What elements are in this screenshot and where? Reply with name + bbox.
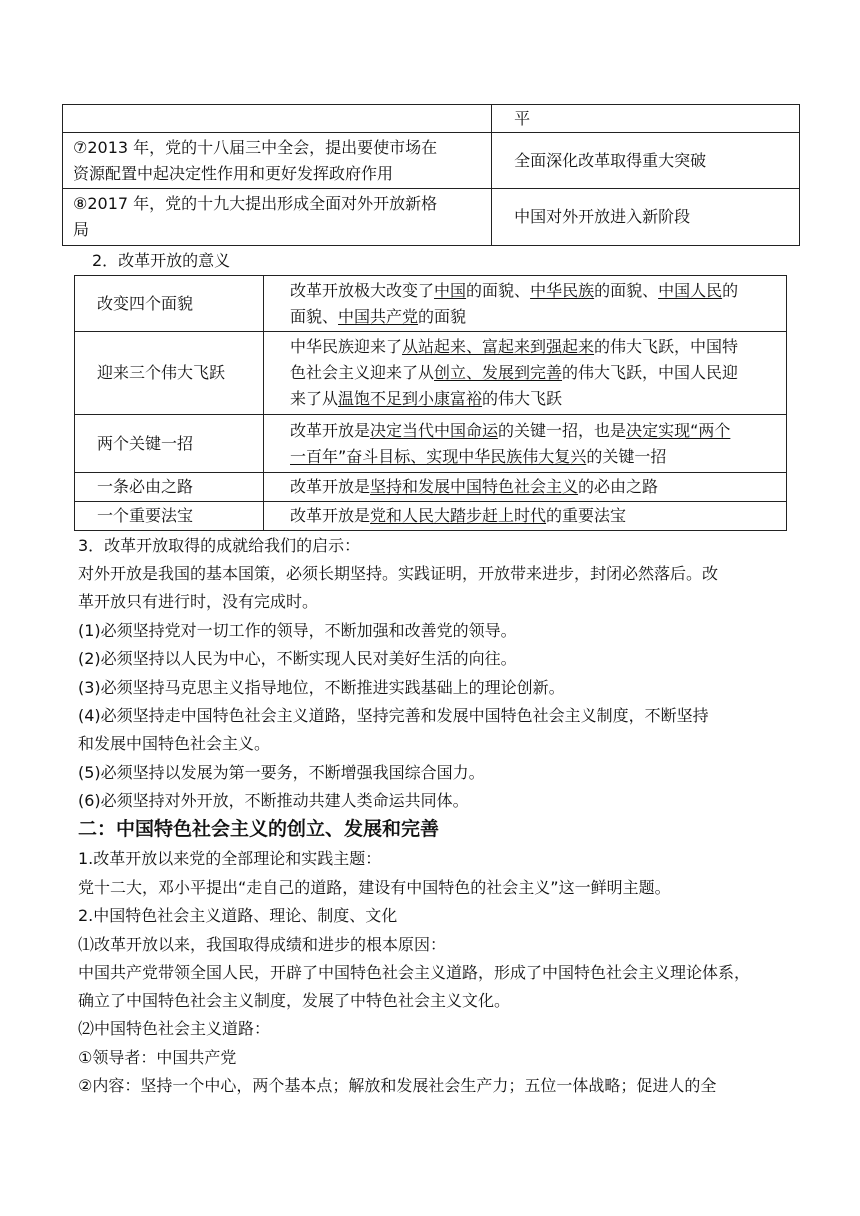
table-row [75,502,787,531]
label-cell: 改变四个面貌 [75,276,264,332]
list-item: ①领导者：中国共产党 [78,1048,237,1067]
content-cell: 改革开放极大改变了中国的面貌、中华民族的面貌、中国人民的 面貌、中国共产党的面貌 [264,276,787,332]
paragraph-line: 中国共产党带领全国人民，开辟了中国特色社会主义道路，形成了中国特色社会主义理论体系， [78,963,751,982]
list-item: 和发展中国特色社会主义。 [78,734,271,753]
result-cell: 全面深化改革取得重大突破 [492,133,800,189]
section-heading: 2．改革开放的意义 [92,251,231,270]
label-cell: 一条必由之路 [75,473,264,502]
list-item: (5)必须坚持以发展为第一要务，不断增强我国综合国力。 [78,763,485,782]
content-cell: 改革开放是党和人民大踏步赶上时代的重要法宝 [264,502,787,531]
section-heading: 2.中国特色社会主义道路、理论、制度、文化 [78,906,398,925]
event-cell: ⑧2017 年，党的十九大提出形成全面对外开放新格 局 [63,189,492,246]
label-cell: 迎来三个伟大飞跃 [75,332,264,415]
events-table [62,104,800,246]
content-cell: 中华民族迎来了从站起来、富起来到强起来的伟大飞跃，中国特 色社会主义迎来了从创立、发展到完善的伟大飞跃，中国人民迎 来了从温饱不足到小康富裕的伟大飞跃 [264,332,787,415]
paragraph-line: 党十二大，邓小平提出“走自己的道路，建设有中国特色的社会主义”这一鲜明主题。 [78,878,671,897]
list-item: (2)必须坚持以人民为中心，不断实现人民对美好生活的向往。 [78,649,517,668]
section-heading: 1.改革开放以来党的全部理论和实践主题： [78,849,382,868]
chapter-heading: 二：中国特色社会主义的创立、发展和完善 [78,818,440,840]
subsection-heading: ⑴改革开放以来，我国取得成绩和进步的根本原因： [78,935,447,954]
meaning-table [74,275,787,531]
subsection-heading: ⑵中国特色社会主义道路： [78,1019,271,1038]
list-item: (3)必须坚持马克思主义指导地位，不断推进实践基础上的理论创新。 [78,678,565,697]
paragraph-line: 确立了中国特色社会主义制度，发展了中特色社会主义文化。 [78,991,511,1010]
list-item: (4)必须坚持走中国特色社会主义道路，坚持完善和发展中国特色社会主义制度，不断坚持 [78,706,709,725]
content-cell: 改革开放是坚持和发展中国特色社会主义的必由之路 [264,473,787,502]
paragraph-line: 革开放只有进行时，没有完成时。 [78,592,319,611]
list-item: (6)必须坚持对外开放，不断推动共建人类命运共同体。 [78,791,469,810]
table-row [63,133,800,189]
result-cell: 平 [492,105,800,133]
label-cell: 两个关键一招 [75,415,264,473]
table-row [75,276,787,332]
table-row [75,473,787,502]
table-row [63,189,800,246]
list-item: (1)必须坚持党对一切工作的领导，不断加强和改善党的领导。 [78,621,517,640]
result-cell: 中国对外开放进入新阶段 [492,189,800,246]
section-heading: 3．改革开放取得的成就给我们的启示： [78,536,361,555]
paragraph-line: 对外开放是我国的基本国策，必须长期坚持。实践证明，开放带来进步，封闭必然落后。改 [78,564,719,583]
content-cell: 改革开放是决定当代中国命运的关键一招，也是决定实现“两个 一百年”奋斗目标、实现中华民族伟大复兴的关键一招 [264,415,787,473]
event-cell [63,105,492,133]
label-cell: 一个重要法宝 [75,502,264,531]
table-row [63,105,800,133]
list-item: ②内容：坚持一个中心，两个基本点；解放和发展社会生产力；五位一体战略；促进人的全 [78,1076,717,1095]
table-row [75,332,787,415]
table-row [75,415,787,473]
event-cell: ⑦2013 年，党的十八届三中全会，提出要使市场在 资源配置中起决定性作用和更好发挥政府作用 [63,133,492,189]
